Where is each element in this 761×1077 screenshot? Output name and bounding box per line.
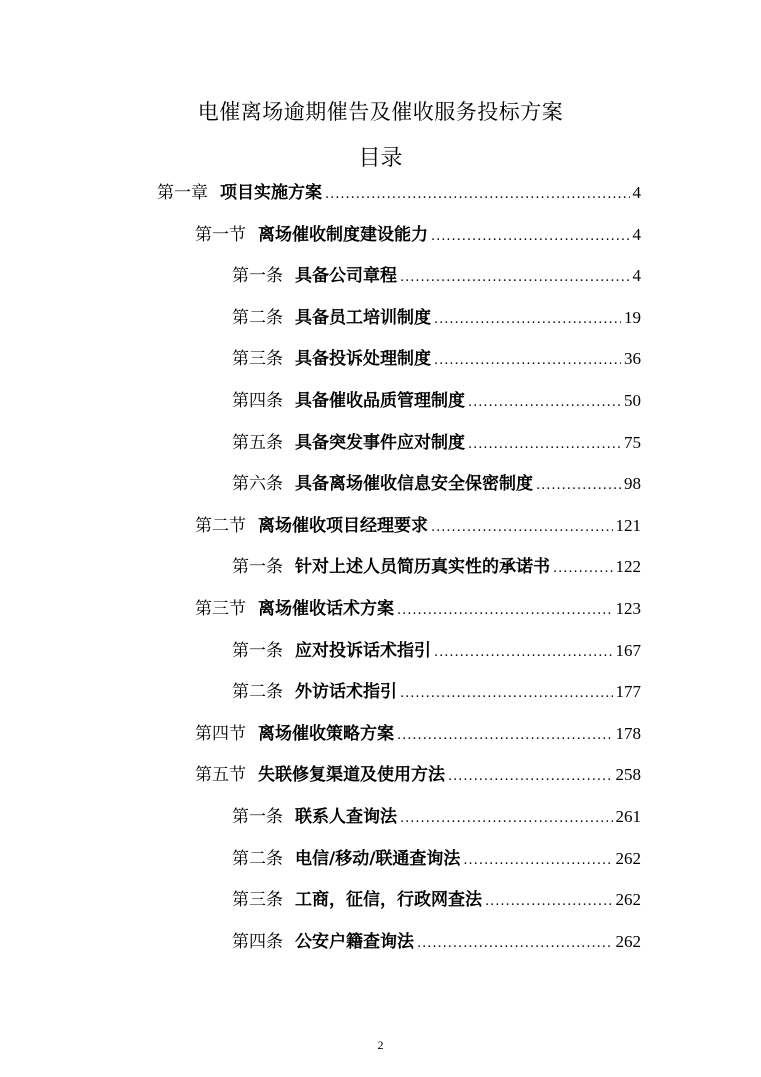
- toc-entry[interactable]: [232, 929, 641, 955]
- toc-entry-number: 第一条: [232, 640, 283, 661]
- toc-entry-label: 针对上述人员简历真实性的承诺书: [295, 557, 550, 578]
- toc-dot-leader: [400, 806, 613, 832]
- toc-entry-number: 第二条: [232, 848, 283, 869]
- toc-dot-leader: [553, 556, 613, 582]
- toc-entry-number: 第五条: [232, 432, 283, 453]
- toc-entry-page: 4: [632, 183, 641, 202]
- toc-entry-label: 离场催收制度建设能力: [258, 224, 428, 245]
- toc-entry-page: 50: [624, 391, 641, 410]
- toc-entry-page: 75: [624, 432, 641, 452]
- toc-heading: 目录: [358, 146, 403, 171]
- toc-entry-number: 第四条: [232, 391, 283, 411]
- document-title: 电催离场逾期催告及催收服务投标方案: [197, 100, 564, 124]
- toc-entry[interactable]: [232, 346, 641, 372]
- toc-dot-leader: [434, 348, 621, 374]
- toc-entry-number: 第二条: [232, 307, 283, 328]
- toc-entry-label: 外访话术指引: [295, 682, 397, 703]
- toc-entry-page: 4: [632, 266, 641, 286]
- toc-entry-number: 第一条: [232, 266, 283, 287]
- toc-entry-number: 第五节: [195, 765, 246, 786]
- toc-entry-page: 262: [615, 848, 641, 868]
- toc-entry-label: 失联修复渠道及使用方法: [258, 765, 445, 786]
- toc-entry[interactable]: [232, 638, 641, 664]
- toc-entry-number: 第四节: [195, 723, 246, 744]
- toc-entry-number: 第四条: [232, 931, 283, 952]
- toc-entry-number: 第一章: [157, 183, 208, 203]
- toc-entry[interactable]: [232, 804, 641, 830]
- toc-entry-page: 261: [615, 807, 641, 826]
- toc-entry-page: 36: [624, 349, 641, 369]
- toc-entry[interactable]: [195, 596, 641, 622]
- toc-entry[interactable]: [157, 180, 641, 206]
- toc-entry-page: 121: [615, 515, 641, 535]
- page-number: 2: [377, 1038, 384, 1052]
- toc-entry[interactable]: [232, 388, 641, 414]
- toc-dot-leader: [431, 224, 630, 250]
- toc-entry-page: 98: [624, 474, 641, 494]
- toc-entry-number: 第二条: [232, 682, 283, 703]
- toc-entry-label: 具备员工培训制度: [295, 307, 431, 328]
- toc-entry[interactable]: [232, 679, 641, 705]
- toc-entry-page: 19: [624, 307, 641, 327]
- toc-entry-number: 第三条: [232, 349, 283, 370]
- toc-entry-page: 4: [632, 224, 641, 244]
- toc-dot-leader: [468, 390, 621, 416]
- toc-entry-number: 第一条: [232, 557, 283, 578]
- toc-entry-page: 178: [615, 723, 641, 743]
- toc-entry-page: 177: [615, 682, 641, 702]
- toc-entry-page: 167: [615, 640, 641, 660]
- toc-dot-leader: [397, 723, 613, 749]
- toc-entry-page: 262: [615, 931, 641, 951]
- toc-entry-page: 262: [615, 890, 641, 910]
- toc-entry-number: 第三节: [195, 599, 246, 619]
- toc-entry[interactable]: [232, 887, 641, 913]
- toc-entry-label: 离场催收项目经理要求: [258, 515, 428, 536]
- toc-dot-leader: [536, 473, 621, 499]
- toc-entry-label: 联系人查询法: [295, 807, 397, 827]
- toc-entry-page: 258: [615, 765, 641, 785]
- toc-entry-label: 应对投诉话术指引: [295, 640, 431, 661]
- toc-entry-page: 123: [615, 599, 641, 618]
- toc-dot-leader: [325, 182, 630, 208]
- toc-dot-leader: [448, 764, 613, 790]
- toc-entry-number: 第三条: [232, 890, 283, 911]
- toc-entry-number: 第一条: [232, 807, 283, 827]
- toc-entry[interactable]: [232, 471, 641, 497]
- toc-entry-label: 具备突发事件应对制度: [295, 432, 465, 453]
- toc-dot-leader: [400, 681, 613, 707]
- toc-entry[interactable]: [195, 513, 641, 539]
- toc-entry-label: 离场催收策略方案: [258, 723, 394, 744]
- toc-dot-leader: [434, 640, 613, 666]
- toc-dot-leader: [463, 848, 612, 874]
- toc-entry[interactable]: [232, 846, 641, 872]
- toc-entry-label: 电信/移动/联通查询法: [295, 848, 461, 869]
- toc-entry[interactable]: [232, 305, 641, 331]
- toc-entry[interactable]: [195, 762, 641, 788]
- toc-dot-leader: [397, 598, 613, 624]
- toc-entry-label: 项目实施方案: [220, 183, 322, 203]
- toc-entry-number: 第六条: [232, 474, 283, 495]
- toc-entry-number: 第一节: [195, 224, 246, 245]
- toc-dot-leader: [485, 889, 613, 915]
- toc-entry-label: 离场催收话术方案: [258, 599, 394, 619]
- toc-dot-leader: [431, 515, 613, 541]
- toc-entry-label: 具备离场催收信息安全保密制度: [295, 474, 533, 495]
- toc-entry-label: 公安户籍查询法: [295, 931, 414, 952]
- toc-entry-page: 122: [615, 557, 641, 577]
- toc-dot-leader: [400, 265, 630, 291]
- toc-entry[interactable]: [195, 721, 641, 747]
- toc-entry-label: 工商，征信，行政网查法: [295, 890, 482, 911]
- toc-dot-leader: [434, 307, 621, 333]
- toc-entry-label: 具备催收品质管理制度: [295, 391, 465, 411]
- toc-entry[interactable]: [195, 222, 641, 248]
- toc-entry-label: 具备公司章程: [295, 266, 397, 287]
- toc-entry-label: 具备投诉处理制度: [295, 349, 431, 370]
- toc-entry-number: 第二节: [195, 515, 246, 536]
- toc-entry[interactable]: [232, 430, 641, 456]
- toc-dot-leader: [468, 432, 621, 458]
- toc-entry[interactable]: [232, 554, 641, 580]
- toc-entry[interactable]: [232, 263, 641, 289]
- toc-dot-leader: [417, 931, 613, 957]
